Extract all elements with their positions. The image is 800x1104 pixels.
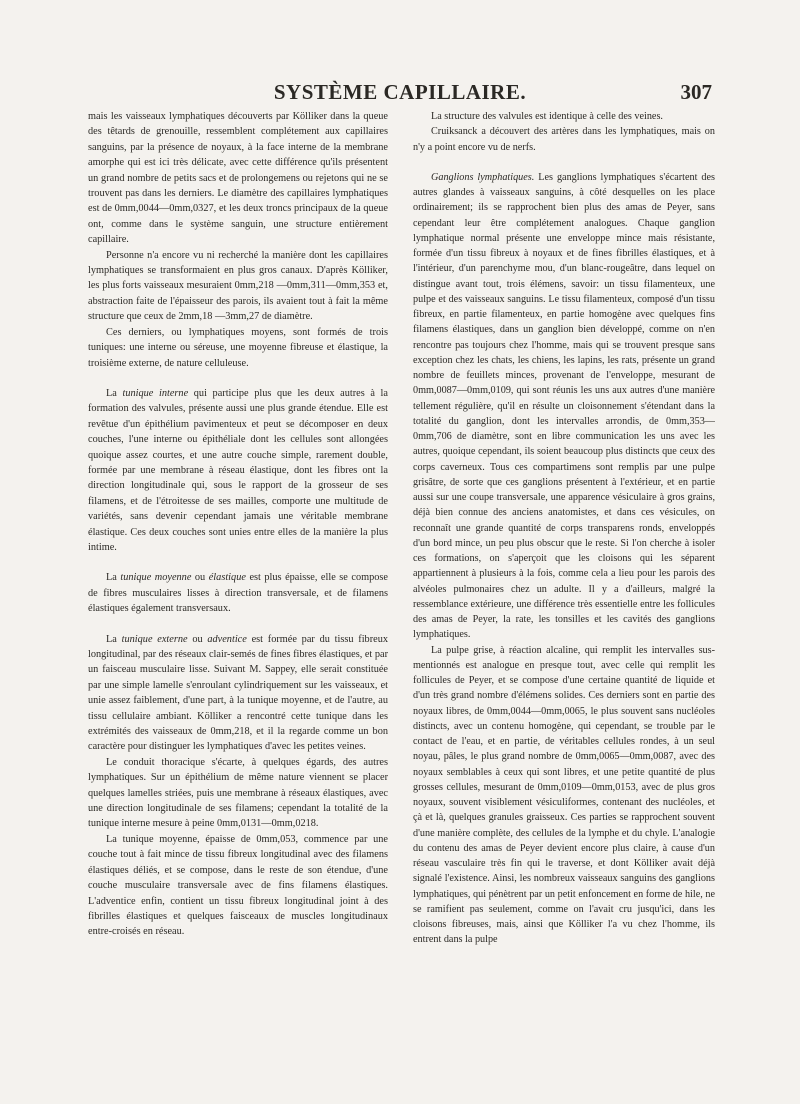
paragraph: La structure des valvules est identique à celle des veines. bbox=[431, 111, 663, 122]
running-title: SYSTÈME CAPILLAIRE. bbox=[273, 80, 527, 104]
page-number: 307 bbox=[680, 80, 712, 104]
paragraph-tunique-externe: La tunique externe ou adventice est formée par du tissu fibreux longitudinal, par des réseaux clair-semés de fines fibres élastiques, et par un faisceau musculaire lisse. Suivant M. Sappey, elle serait constituée par une simple lamelle s'enroulant cylindriquement sur les vaisseaux, et unie assez faiblement, d'une part, à la tunique moyenne, et de l'autre, au tissu cellulaire ambiant. Kölliker a rencontré cette tunique dans les extrémités des vaisseaux de 0mm,218, et il la regarde comme un bon caractère pour distinguer les lymphatiques d'avec les petites veines. bbox=[88, 633, 389, 753]
paragraph-tunique-interne: La tunique interne qui participe plus que les deux autres à la formation des valvules, présente aussi une plus grande étendue. Elle est revêtue d'un épithélium pavimenteux et peut se décomposer en deux couches, l'une interne ou épithéliale dont les cellules sont allongées quoique assez courtes, et une autre couche simple, rarement double, formée par une membrane à réseau élastique, dont les fibres ont la direction longitudinale qui, sous le rapport de la grosseur de ses filamens, et de l'étroitesse de ses mailles, comporte une multitude de variétés, sans devenir cependant jamais une véritable membrane élastique. Ces deux couches sont unies entre elles de la manière la plus intime. bbox=[88, 387, 388, 553]
emphasis: adventice bbox=[207, 633, 247, 645]
paragraph: Cruiksanck a découvert des artères dans les lymphatiques, mais on n'y a point encore vu de nerfs. bbox=[413, 126, 715, 153]
emphasis: tunique externe bbox=[121, 633, 188, 645]
emphasis: tunique moyenne bbox=[120, 572, 192, 584]
paragraph: mais les vaisseaux lymphatiques découverts par Kölliker dans la queue des têtards de grenouille, ressemblent complétement aux capillaires sanguins, par la présence de noyaux, à la face interne de la membrane amorphe qui est ici très délicate, avec cette différence qu'ils présentent un grand nombre de petits sacs et de prolongemens ou rejetons qui ne se trouvent pas dans les derniers. Le diamètre des capillaires lymphatiques est de 0mm,0044—0mm,0327, et les deux troncs principaux de la queue ont, comme dans le système sanguin, une structure entièrement capillaire. bbox=[88, 111, 388, 246]
left-column bbox=[88, 109, 388, 940]
emphasis: élastique bbox=[208, 572, 246, 584]
paragraph-tunique-moyenne: La tunique moyenne ou élastique est plus épaisse, elle se compose de fibres musculaires lisses à direction transversale, et de filamens élastiques également transversaux. bbox=[88, 572, 388, 615]
paragraph: La pulpe grise, à réaction alcaline, qui remplit les intervalles sus-mentionnés est analogue en presque tout, avec celle qui remplit les follicules de Peyer, et se compose d'une certaine quantité de liquide et d'un très grand nombre d'élémens solides. Ces derniers sont en partie des noyaux libres, de 0mm,0044—0mm,0065, le plus souvent sans nucléoles distincts, avec un contenu homogène, qui cependant, se trouble par le contact de l'eau, et en partie, de véritables cellules rondes, à un seul noyau, pâles, le plus grand nombre de 0mm,0065—0mm,0087, avec des noyaux semblables à ceux qui sont libres, et une petite quantité de plus grosses cellules, mesurant de 0mm,0109—0mm,0153, avec de plus gros noyaux, souvent visiblement vésiculiformes, contenant des nucléoles, et çà et là, quelques granules graisseux. Ces parties se rapprochent souvent d'une manière complète, des cellules de la lymphe et du chyle. L'analogie du contenu des amas de Peyer devient encore plus claire, à cause d'un réseau vasculaire très fin qui le traverse, et dont Kölliker avait déjà signalé l'existence. Ainsi, les nombreux vaisseaux sanguins des ganglions lymphatiques, qui pénètrent par un petit enfoncement en forme de hile, ne se ramifient pas seulement, comme on l'avait cru jusqu'ici, dans les cloisons fibreuses, mais, ainsi que Kölliker l'a vu chez l'homme, ils entrent dans la pulpe bbox=[413, 644, 715, 946]
right-column bbox=[413, 109, 715, 948]
paragraph: Ces derniers, ou lymphatiques moyens, sont formés de trois tuniques: une interne ou séreuse, une moyenne fibreuse et élastique, la troisième externe, de nature celluleuse. bbox=[88, 326, 388, 369]
section-heading: Ganglions lymphatiques. bbox=[431, 171, 535, 183]
paragraph: Personne n'a encore vu ni recherché la manière dont les capillaires lymphatiques se transformaient en plus gros canaux. D'après Kölliker, les plus forts vaisseaux mesuraient 0mm,218 —0mm,311—0mm,353 et, abstraction faite de l'épaisseur des parois, ils avaient tout à fait la même structure que ceux de 2mm,18 —3mm,27 de diamètre. bbox=[88, 249, 388, 323]
emphasis: tunique interne bbox=[122, 387, 189, 399]
running-header bbox=[88, 80, 712, 110]
paragraph-ganglions: Ganglions lymphatiques. Les ganglions lymphatiques s'écartent des autres glandes à vaisseaux sanguins, à côté desquelles on les place ordinairement; ils se rapprochent bien plus des amas de Peyer, sans cependant leur être complétement analogues. Chaque ganglion lymphatique normal présente une enveloppe mince mais résistante, formée d'un tissu fibreux à noyaux et de fines fibrilles élastiques, et à l'intérieur, d'un parenchyme mou, d'un blanc-rougeâtre, dans lequel on distingue avant tout, trois élémens, savoir: un tissu filamenteux, une pulpe et des vaisseaux sanguins. Le tissu filamenteux, composé d'un tissu fibreux, en partie filamenteux, en partie homogène avec quelques fins filamens élastiques, dans un ganglion bien développé, comme on n'en rencontre pas toujours chez l'homme, mais qui se trouvent presque sans exception chez les chats, les chiens, les lapins, les rats, présente un grand nombre de feuillets minces, provenant de l'enveloppe, mesurant de 0mm,0087—0mm,0109, qui sont réunis les uns aux autres d'une manière tellement régulière, qu'il en résulte un cloisonnement s'étendant dans la totalité du ganglion, dont les intervalles arrondis, de 0mm,353—0mm,706 de diamètre, sont en libre communication les uns avec les autres, quoique cependant, ils soient beaucoup plus distincts que ceux des corps caverneux. Tous ces compartimens sont remplis par une pulpe grisâtre, de sorte que ces ganglions présentent à l'extérieur, et en partie aussi sur une coupe transversale, une apparence vésiculaire à gros grains, déjà bien connue des anciens anatomistes, et dans ces vésicules, on reconnaît une grande quantité de corps transparens ronds, enveloppés d'un bord mince, un peu plus obscur que le reste. Si l'on cherche à isoler ces formations, on s'aperçoit que les cloisons qui les séparent appartiennent à plusieurs à la fois, comme cela a lieu pour les parois des alvéoles pulmonaires chez un adulte. Il y a d'ailleurs, malgré la ressemblance extérieure, une différence très essentielle entre les follicules des amas de Peyer, la rate, les tonsilles et les cavités des ganglions lymphatiques. bbox=[413, 171, 715, 641]
paragraph: Le conduit thoracique s'écarte, à quelques égards, des autres lymphatiques. Sur un épithélium de même nature viennent se placer quelques lamelles striées, puis une membrane à réseaux élastiques, avec une direction longitudinale de ses filamens; cependant la totalité de la tunique interne mesure à peine 0mm,0131—0mm,0218. bbox=[88, 756, 388, 830]
paragraph: La tunique moyenne, épaisse de 0mm,053, commence par une couche tout à fait mince de tissu fibreux longitudinal avec des filamens élastiques déliés, et se compose, dans le reste de son étendue, d'une couche musculaire transversale avec de fins filamens élastiques. L'adventice enfin, contient un tissu fibreux longitudinal joint à des fibrilles élastiques et quelques faisceaux de muscles longitudinaux entre-croisés en réseau. bbox=[88, 833, 388, 938]
